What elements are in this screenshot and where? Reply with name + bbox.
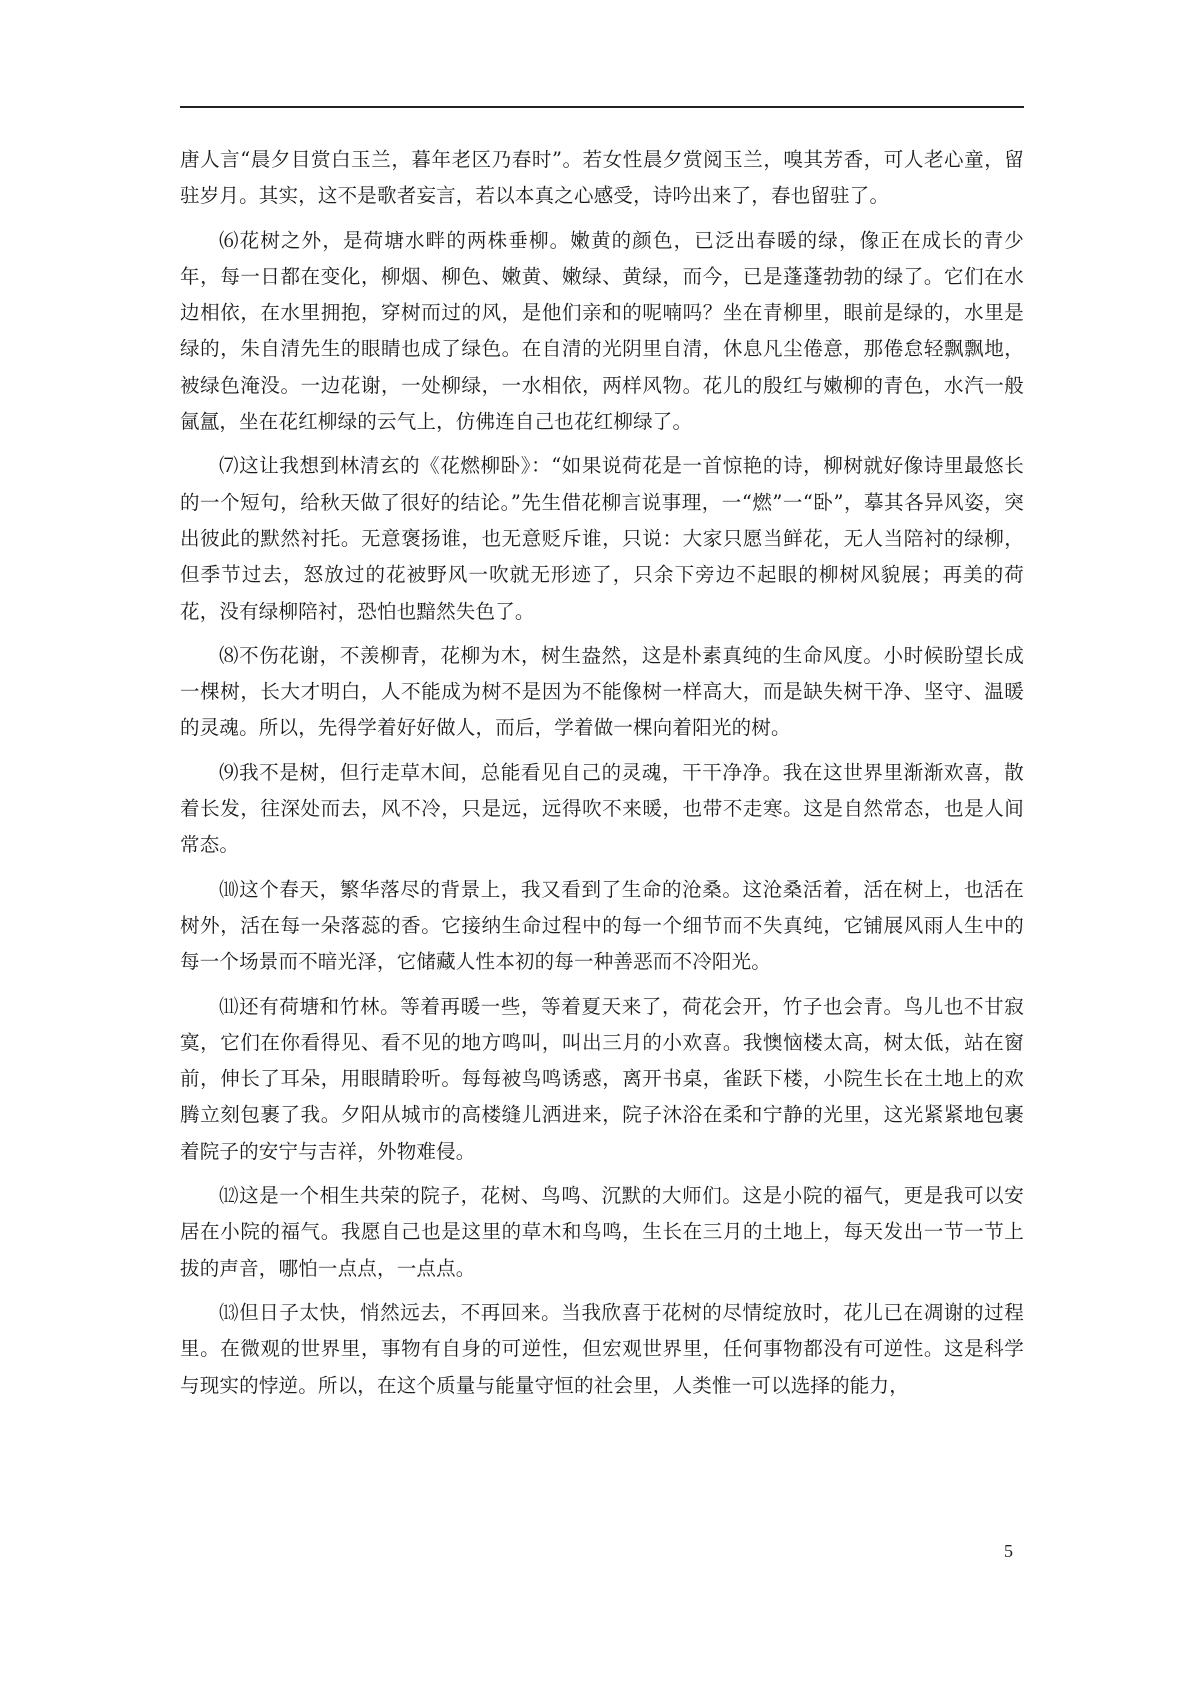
paragraph-12: ⑿这是一个相生共荣的院子，花树、鸟鸣、沉默的大师们。这是小院的福气，更是我可以安居在小院的福气。我愿自己也是这里的草木和鸟鸣，生长在三月的土地上，每天发出一节一节上拔的声音，哪怕一点点，一点点。 bbox=[180, 1184, 1024, 1280]
paragraph-8: ⑻不伤花谢，不羡柳青，花柳为木，树生盎然，这是朴素真纯的生命风度。小时候盼望长成一棵树，长大才明白，人不能成为树不是因为不能像树一样高大，而是缺失树干净、坚守、温暖的灵魂。所以，先得学着好好做人，而后，学着做一棵向着阳光的树。 bbox=[180, 643, 1024, 740]
paragraph-continued: 唐人言“晨夕目赏白玉兰，暮年老区乃春时”。若女性晨夕赏阅玉兰，嗅其芳香，可人老心童，留驻岁月。其实，这不是歌者妄言，若以本真之心感受，诗吟出来了，春也留驻了。 bbox=[180, 148, 1024, 208]
paragraph-13: ⒀但日子太快，悄然远去，不再回来。当我欣喜于花树的尽情绽放时，花儿已在凋谢的过程里。在微观的世界里，事物有自身的可逆性，但宏观世界里，任何事物都没有可逆性。这是科学与现实的悖逆。所以，在这个质量与能量守恒的社会里，人类惟一可以选择的能力， bbox=[180, 1300, 1024, 1397]
paragraph-7: ⑺这让我想到林清玄的《花燃柳卧》：“如果说荷花是一首惊艳的诗，柳树就好像诗里最悠长的一个短句，给秋天做了很好的结论。”先生借花柳言说事理，一“燃”一“卧”，摹其各异风姿，突出彼此的默然衬托。无意褒扬谁，也无意贬斥谁，只说：大家只愿当鲜花，无人当陪衬的绿柳，但季节过去，怒放过的花被野风一吹就无形迹了，只余下旁边不起眼的柳树风貌展；再美的荷花，没有绿柳陪衬，恐怕也黯然失色了。 bbox=[180, 454, 1024, 623]
document-body bbox=[180, 142, 1024, 1404]
paragraph-9: ⑼我不是树，但行走草木间，总能看见自己的灵魂，干干净净。我在这世界里渐渐欢喜，散着长发，往深处而去，风不冷，只是远，远得吹不来暖，也带不走寒。这是自然常态，也是人间常态。 bbox=[180, 760, 1024, 857]
page-number: 5 bbox=[1004, 1541, 1013, 1561]
paragraph-10: ⑽这个春天，繁华落尽的背景上，我又看到了生命的沧桑。这沧桑活着，活在树上，也活在树外，活在每一朵落蕊的香。它接纳生命过程中的每一个细节而不失真纯，它铺展风雨人生中的每一个场景而不暗光泽，它储藏人性本初的每一种善恶而不冷阳光。 bbox=[180, 877, 1024, 974]
paragraph-11: ⑾还有荷塘和竹林。等着再暖一些，等着夏天来了，荷花会开，竹子也会青。鸟儿也不甘寂寞，它们在你看得见、看不见的地方鸣叫，叫出三月的小欢喜。我懊恼楼太高，树太低，站在窗前，伸长了耳朵，用眼睛聆听。每每被鸟鸣诱惑，离开书桌，雀跃下楼，小院生长在土地上的欢腾立刻包裹了我。夕阳从城市的高楼缝儿洒进来，院子沐浴在柔和宁静的光里，这光紧紧地包裹着院子的安宁与吉祥，外物难侵。 bbox=[180, 994, 1024, 1163]
paragraph-6: ⑹花树之外，是荷塘水畔的两株垂柳。嫩黄的颜色，已泛出春暖的绿，像正在成长的青少年，每一日都在变化，柳烟、柳色、嫩黄、嫩绿、黄绿，而今，已是蓬蓬勃勃的绿了。它们在水边相依，在水里拥抱，穿树而过的风，是他们亲和的呢喃吗？坐在青柳里，眼前是绿的，水里是绿的，朱自清先生的眼睛也成了绿色。在自清的光阴里自清，休息凡尘倦意，那倦怠轻飘飘地，被绿色淹没。一边花谢，一处柳绿，一水相依，两样风物。花儿的殷红与嫩柳的青色，水汽一般氤氲，坐在花红柳绿的云气上，仿佛连自己也花红柳绿了。 bbox=[180, 228, 1024, 434]
header-rule bbox=[180, 106, 1024, 108]
